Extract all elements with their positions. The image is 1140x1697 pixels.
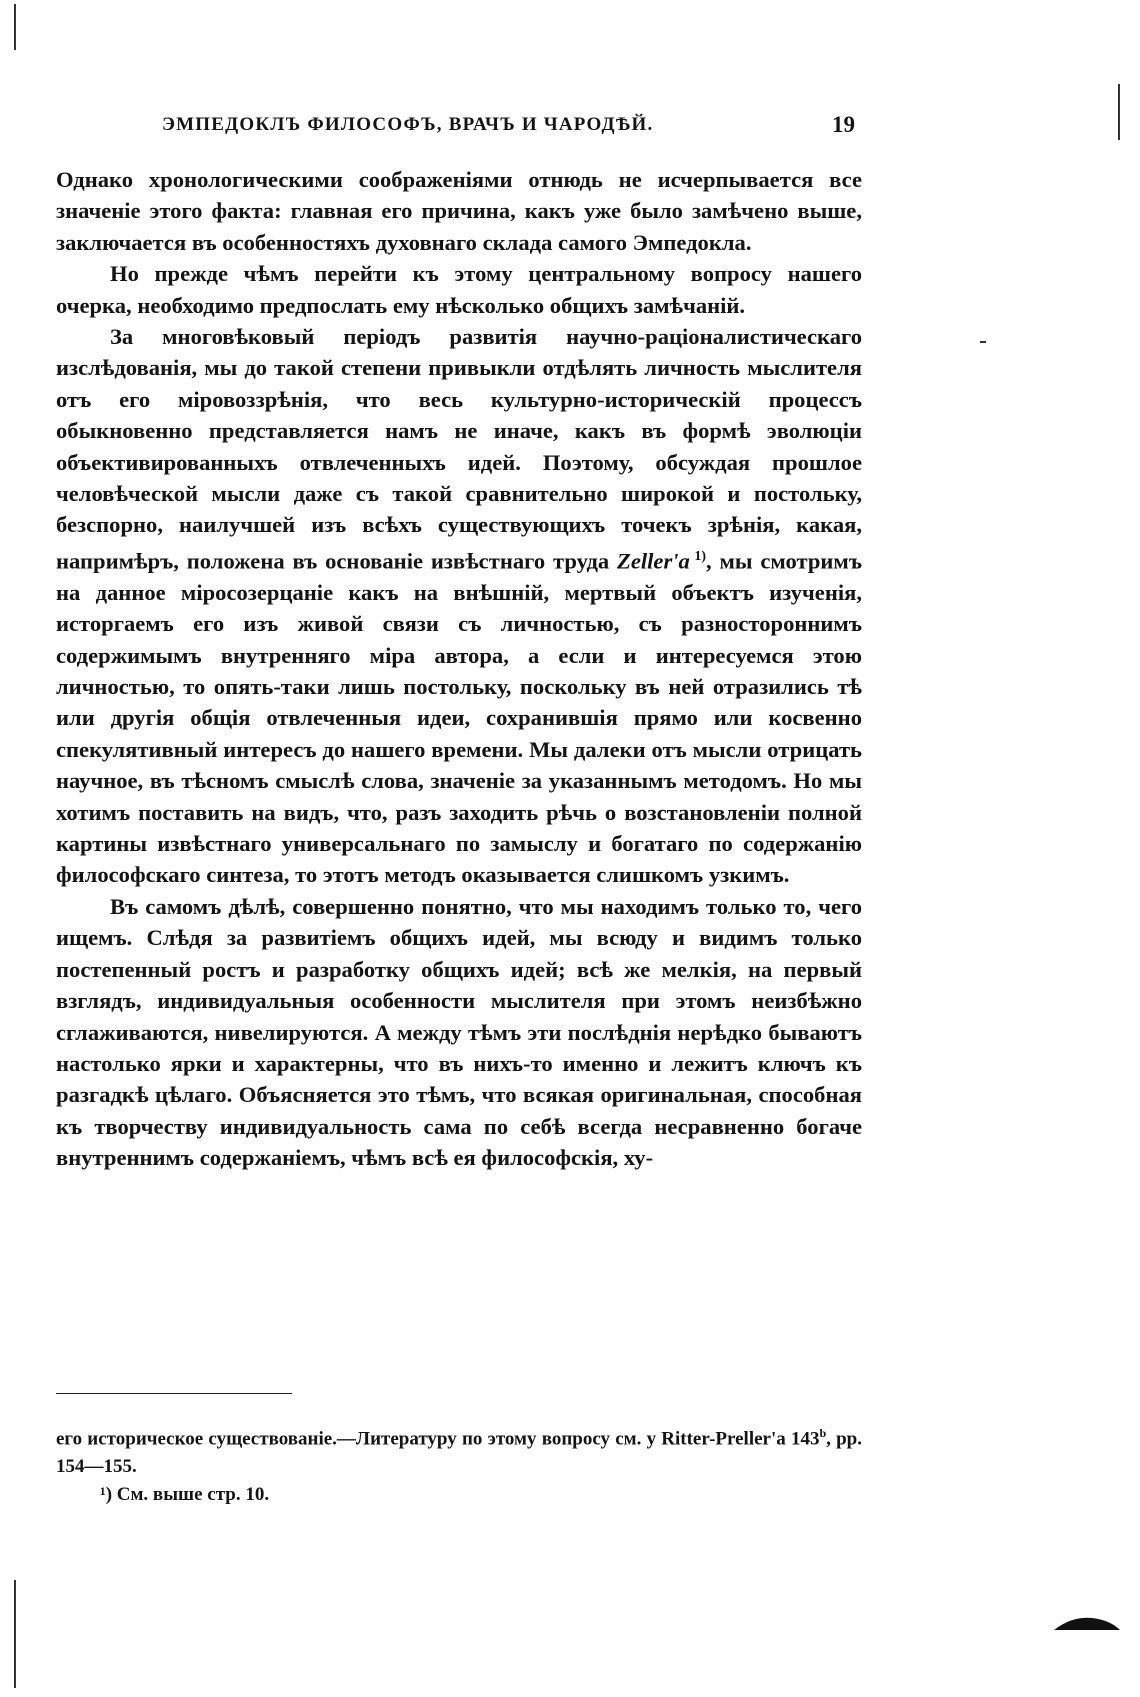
right-edge-mark	[1118, 84, 1120, 140]
left-edge-mark-bottom	[14, 1580, 16, 1688]
footnote-rule	[56, 1393, 292, 1394]
paragraph-3-part-1: За многовѣковый періодъ развитія научно-раціоналистическаго изслѣдованія, мы до такой степени привыкли отдѣлять личность мыслителя отъ его міровоззрѣнія, что весь культурно-историческій процессъ обыкновенно представляется намъ не иначе, какъ въ формѣ эволюціи объективированныхъ отвлеченныхъ идей. Поэтому, обсуждая прошлое человѣческой мысли даже съ такой сравнительно широкой и постольку, безспорно, наилучшей изъ всѣхъ существующихъ точекъ зрѣнія, какая, напримѣръ, положена въ основаніе извѣстнаго труда	[56, 324, 862, 574]
left-edge-mark-top	[14, 4, 16, 50]
paragraph-1: Однако хронологическими соображеніями отнюдь не исчерпывается все значеніе этого факта: главная его причина, какъ уже было замѣчено выше, заключается въ особенностяхъ духовнаго склада самого Эмпедокла.	[56, 167, 862, 255]
ink-blot-icon	[1052, 1614, 1122, 1634]
body-text	[56, 164, 862, 1174]
footnote-ref-1: 1)	[694, 548, 707, 564]
running-title: ЭМПЕДОКЛЪ ФИЛОСОФЪ, ВРАЧЪ И ЧАРОДѢЙ.	[162, 114, 654, 135]
footnote-superscript: b	[819, 1426, 827, 1440]
paragraph-3-part-2: , мы смотримъ на данное міросозерцаніе какъ на внѣшній, мертвый объектъ изученія, исторгаемъ его изъ живой связи съ личностью, съ разностороннимъ содержимымъ внутренняго міра автора, а если и интересуемся этою личностью, то опять-таки лишь постольку, поскольку въ ней отразились тѣ или другія общія отвлеченныя идеи, сохранившія прямо или косвенно спекулятивный интересъ до нашего времени. Мы далеки отъ мысли отрицать научное, въ тѣсномъ смыслѣ слова, значеніе за указаннымъ методомъ. Но мы хотимъ поставить на видъ, что, разъ заходить рѣчь о возстановленіи полной картины извѣстнаго универсальнаго по замыслу и богатаго по содержанію философскаго синтеза, то этотъ методъ оказывается слишкомъ узкимъ.	[56, 548, 862, 888]
paragraph-3	[56, 321, 862, 891]
footnote-continuation-text: его историческое существованіе.—Литературу по этому вопросу см. у Ritter-Preller'a 143	[56, 1428, 820, 1450]
paragraph-4: Въ самомъ дѣлѣ, совершенно понятно, что мы находимъ только то, чего ищемъ. Слѣдя за развитіемъ общихъ идей, мы всюду и видимъ только постепенный ростъ и разработку общихъ идей; всѣ же мелкія, на первый взглядъ, индивидуальныя особенности мыслителя при этомъ неизбѣжно сглаживаются, нивелируются. А между тѣмъ эти послѣднія нерѣдко бываютъ настолько ярки и характерны, что въ нихъ-то именно и лежитъ ключъ къ разгадкѣ цѣлаго. Объясняется это тѣмъ, что всякая оригинальная, способная къ творчеству индивидуальность сама по себѣ всегда несравненно богаче внутреннимъ содержаніемъ, чѣмъ всѣ ея философскія, ху-	[56, 893, 862, 1171]
paragraph-2: Но прежде чѣмъ перейти къ этому центральному вопросу нашего очерка, необходимо предпослать ему нѣсколько общихъ замѣчаній.	[56, 261, 862, 318]
footnote-1: ¹) См. выше стр. 10.	[100, 1484, 270, 1506]
cited-author: Zeller'a	[617, 548, 690, 574]
footnotes	[56, 1419, 862, 1509]
footnote-continuation	[56, 1419, 862, 1481]
margin-dash	[980, 341, 986, 343]
footnote-continuation-tail: , pp. 154—155.	[56, 1428, 862, 1478]
page-number: 19	[832, 112, 855, 137]
